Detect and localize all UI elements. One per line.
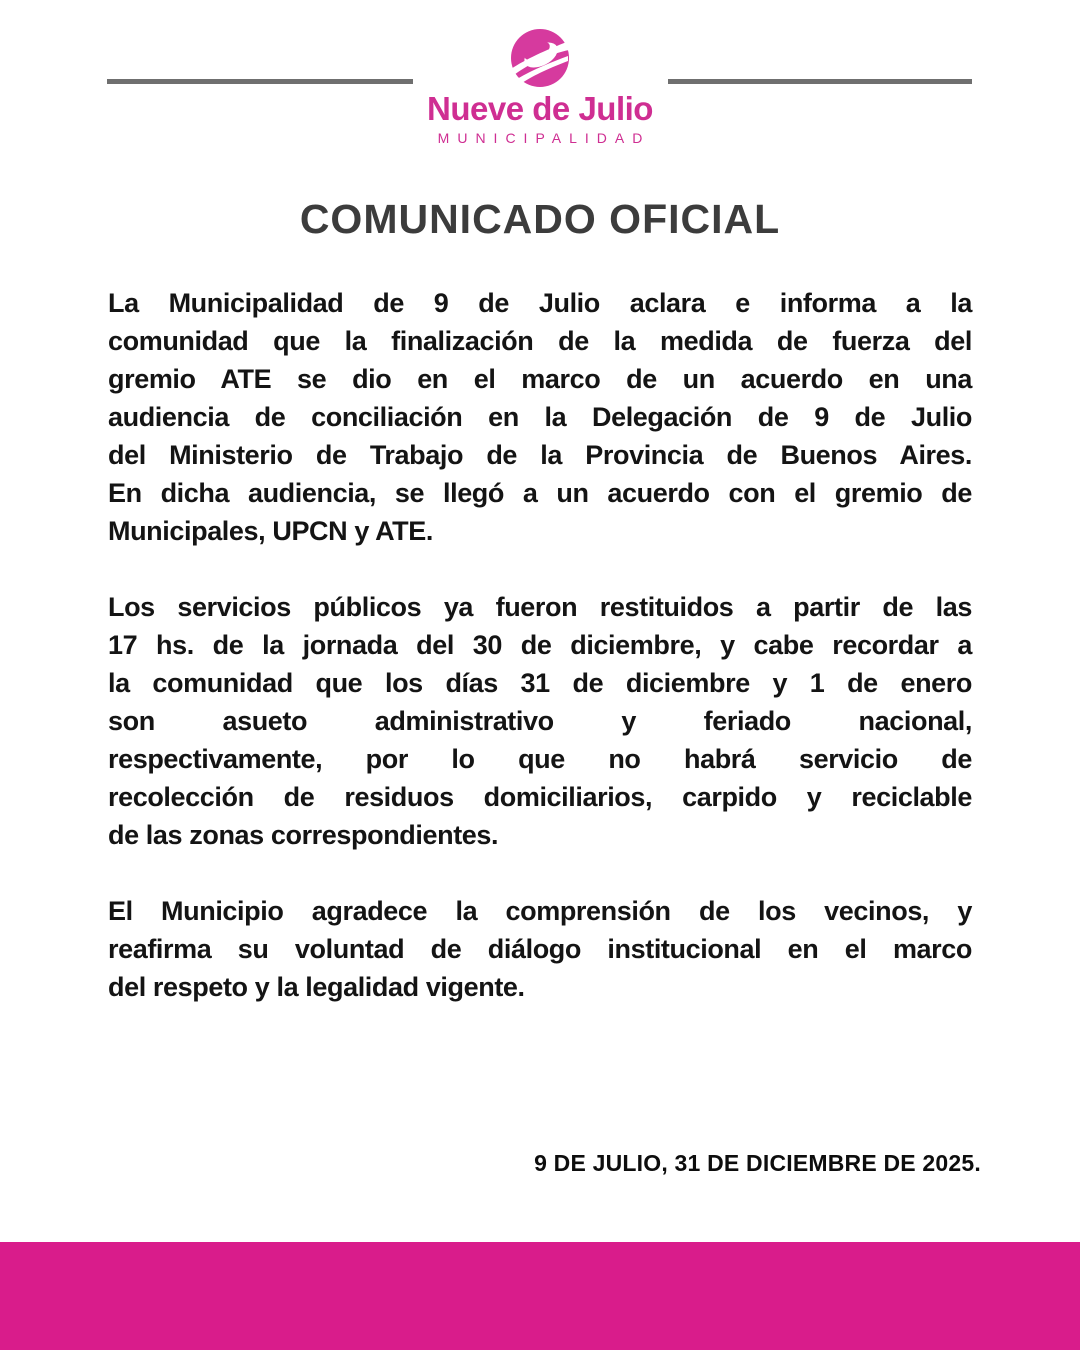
paragraph-line: 17 hs. de la jornada del 30 de diciembre, y cabe recordar a [108, 630, 972, 660]
paragraph-line: Los servicios públicos ya fueron restituidos a partir de las [108, 592, 972, 622]
paragraph [108, 284, 972, 550]
paragraph [108, 892, 972, 1006]
paragraph-line: gremio ATE se dio en el marco de un acuerdo en una [108, 364, 972, 394]
paragraph-line: El Municipio agradece la comprensión de los vecinos, y [108, 896, 972, 926]
paragraph-line: La Municipalidad de 9 de Julio aclara e informa a la [108, 288, 972, 318]
municipality-logo [0, 28, 1080, 145]
footer-accent-bar [0, 1242, 1080, 1350]
brand-subtitle: MUNICIPALIDAD [437, 130, 651, 146]
page-title: COMUNICADO OFICIAL [299, 196, 781, 242]
paragraph-line: son asueto administrativo y feriado nacional, [108, 706, 972, 736]
brand-name: Nueve de Julio [427, 90, 653, 127]
paragraph-line: recolección de residuos domiciliarios, carpido y reciclable [108, 782, 972, 812]
paragraph-line: reafirma su voluntad de diálogo institucional en el marco [108, 934, 972, 964]
paragraph-line: de las zonas correspondientes. [108, 820, 499, 850]
paragraph-line: respectivamente, por lo que no habrá servicio de [108, 744, 972, 774]
wave-circle-logo-icon [510, 28, 570, 88]
paragraph-line: audiencia de conciliación en la Delegación de 9 de Julio [108, 402, 972, 432]
paragraph-line: En dicha audiencia, se llegó a un acuerdo con el gremio de [108, 478, 972, 508]
dateline: 9 DE JULIO, 31 DE DICIEMBRE DE 2025. [534, 1150, 981, 1176]
paragraph-line: del respeto y la legalidad vigente. [108, 972, 525, 1002]
paragraph-line: Municipales, UPCN y ATE. [108, 516, 433, 546]
paragraph-line: comunidad que la finalización de la medida de fuerza del [108, 326, 972, 356]
paragraph [108, 588, 972, 854]
paragraph-line: la comunidad que los días 31 de diciembre y 1 de enero [108, 668, 972, 698]
paragraph-line: del Ministerio de Trabajo de la Provincia de Buenos Aires. [108, 440, 972, 470]
body-paragraphs [108, 284, 972, 1044]
